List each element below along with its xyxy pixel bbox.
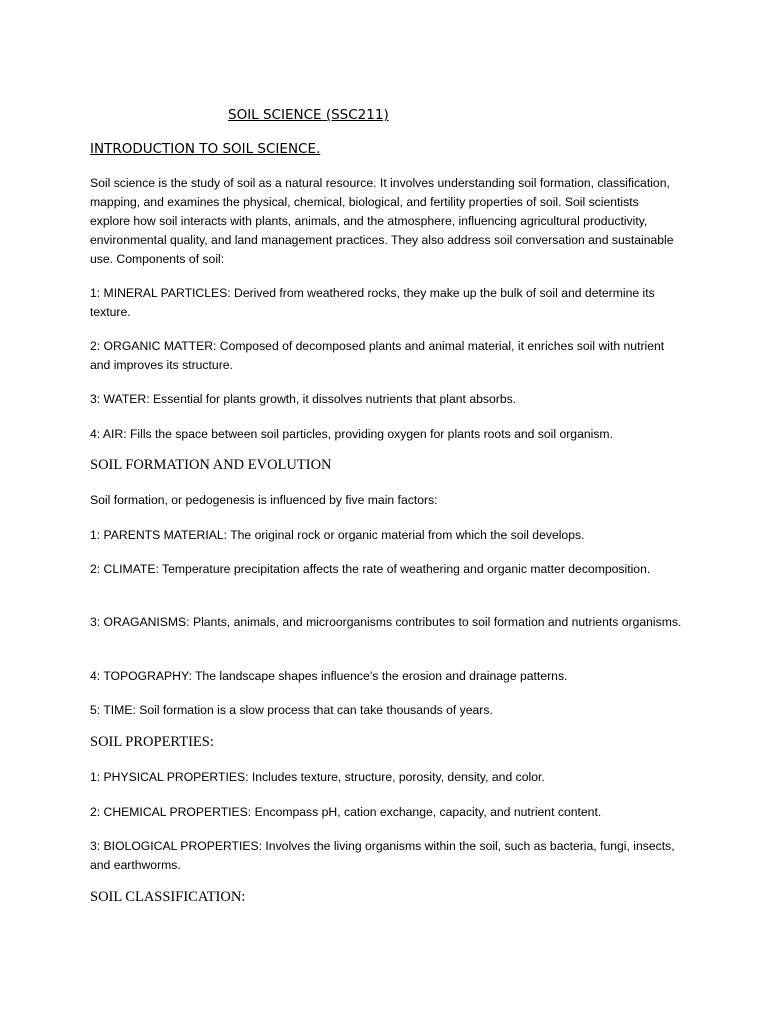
- formation-factor-item: 5: TIME: Soil formation is a slow process that can take thousands of years.: [90, 703, 493, 717]
- formation-factor-item: 3: ORAGANISMS: Plants, animals, and microorganisms contributes to soil formation and nutrients organisms.: [90, 615, 682, 629]
- component-item: 3: WATER: Essential for plants growth, it dissolves nutrients that plant absorbs.: [90, 392, 517, 406]
- formation-factor-item: 2: CLIMATE: Temperature precipitation affects the rate of weathering and organic matter decomposition.: [90, 562, 651, 576]
- formation-factor-item: 4: TOPOGRAPHY: The landscape shapes influence’s the erosion and drainage patterns.: [90, 669, 568, 683]
- property-item: 2: CHEMICAL PROPERTIES: Encompass pH, cation exchange, capacity, and nutrient content.: [90, 805, 602, 819]
- component-item: 2: ORGANIC MATTER: Composed of decomposed plants and animal material, it enriches soil with nutrient and improves its structure.: [90, 339, 665, 372]
- document-title: SOIL SCIENCE (SSC211): [228, 107, 389, 123]
- intro-heading: INTRODUCTION TO SOIL SCIENCE.: [90, 141, 321, 157]
- classification-heading: SOIL CLASSIFICATION:: [90, 889, 246, 905]
- component-item: 4: AIR: Fills the space between soil particles, providing oxygen for plants roots and soil organism.: [90, 427, 613, 441]
- formation-intro: Soil formation, or pedogenesis is influenced by five main factors:: [90, 493, 438, 507]
- property-item: 3: BIOLOGICAL PROPERTIES: Involves the living organisms within the soil, such as bacteria, fungi, insects, and earthworms.: [90, 839, 675, 872]
- intro-paragraph: Soil science is the study of soil as a natural resource. It involves understanding soil formation, classification, mapping, and examines the physical, chemical, biological, and fertility properties of soil. Soil scientists explore how soil interacts with plants, animals, and the atmosphere, influencing agricultural productivity, environmental quality, and land management practices. They also address soil conversation and sustainable use. Components of soil:: [90, 176, 674, 266]
- properties-heading: SOIL PROPERTIES:: [90, 734, 214, 750]
- formation-factor-item: 1: PARENTS MATERIAL: The original rock or organic material from which the soil develops.: [90, 528, 585, 542]
- property-item: 1: PHYSICAL PROPERTIES: Includes texture, structure, porosity, density, and color.: [90, 770, 545, 784]
- component-item: 1: MINERAL PARTICLES: Derived from weathered rocks, they make up the bulk of soil and determine its texture.: [90, 286, 655, 319]
- formation-heading: SOIL FORMATION AND EVOLUTION: [90, 457, 332, 473]
